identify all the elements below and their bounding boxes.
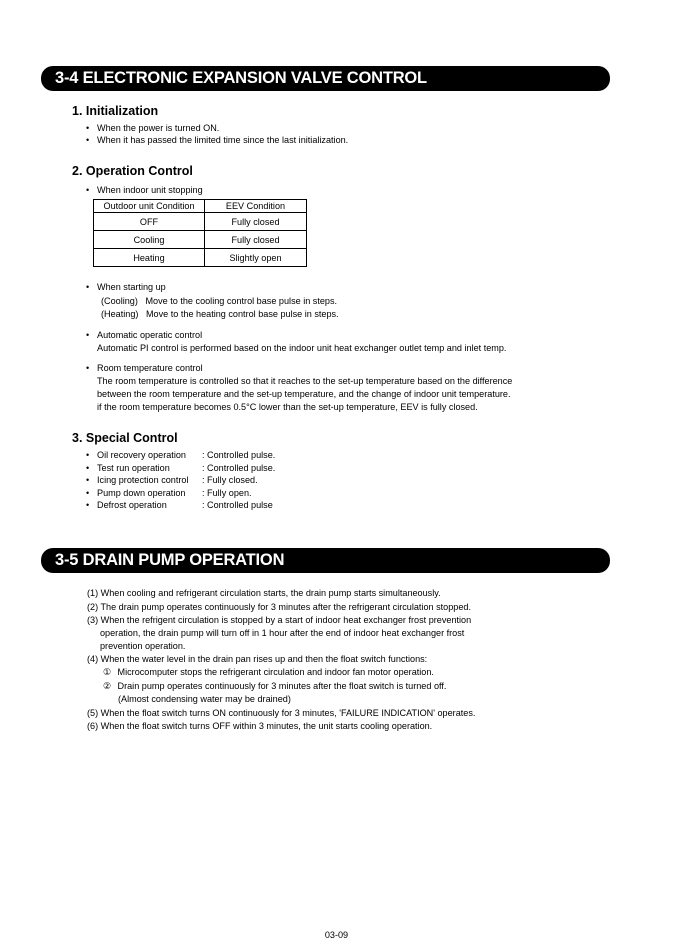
- drain-line-4-2b: (Almost condensing water may be drained): [118, 694, 291, 704]
- initialization-heading: 1. Initialization: [72, 104, 159, 118]
- table-cell: OFF: [94, 213, 205, 231]
- special-item-name: Defrost operation: [97, 500, 167, 510]
- drain-line-4-2-text: Drain pump operates continuously for 3 minutes after the float switch is turned off.: [117, 681, 447, 691]
- room-temp-line-2: between the room temperature and the set-up temperature, and the change of indoor unit temperature.: [97, 389, 511, 399]
- special-item-test-run: [97, 462, 276, 474]
- section-3-5-title: 3-5 DRAIN PUMP OPERATION: [55, 551, 285, 569]
- section-3-5-banner: [41, 548, 610, 573]
- special-item-value: : Fully closed.: [202, 475, 258, 485]
- section-3-4-banner: [41, 66, 610, 91]
- table-header-row: [94, 200, 307, 213]
- starting-label: • When starting up: [97, 281, 166, 293]
- circled-one-marker: ①: [103, 667, 112, 677]
- table-cell: Slightly open: [205, 249, 307, 267]
- special-item-value: : Controlled pulse.: [202, 450, 276, 460]
- stopping-label: • When indoor unit stopping: [97, 184, 203, 196]
- circled-two-marker: ②: [103, 681, 112, 691]
- special-item-value: : Controlled pulse: [202, 500, 273, 510]
- room-temp-line-1: The room temperature is controlled so that it reaches to the set-up temperature based on the difference: [97, 376, 513, 386]
- drain-line-4-1-text: Microcomputer stops the refrigerant circulation and indoor fan motor operation.: [117, 667, 434, 677]
- starting-heating-line: (Heating) Move to the heating control base pulse in steps.: [101, 309, 339, 319]
- section-3-4-title: 3-4 ELECTRONIC EXPANSION VALVE CONTROL: [55, 69, 427, 87]
- drain-line-2: (2) The drain pump operates continuously for 3 minutes after the refrigerant circulation stopped.: [87, 602, 471, 612]
- special-item-name: Icing protection control: [97, 475, 189, 485]
- drain-line-6: (6) When the float switch turns OFF within 3 minutes, the unit starts cooling operation.: [87, 721, 433, 731]
- special-item-value: : Controlled pulse.: [202, 463, 276, 473]
- drain-line-4: (4) When the water level in the drain pan rises up and then the float switch functions:: [87, 654, 428, 664]
- special-item-oil: [97, 449, 276, 461]
- table-cell: Cooling: [94, 231, 205, 249]
- special-item-name: Pump down operation: [97, 488, 186, 498]
- drain-line-4-2: [103, 680, 446, 692]
- operation-control-heading: 2. Operation Control: [72, 164, 193, 178]
- page-number: 03-09: [324, 930, 349, 940]
- drain-line-1: (1) When cooling and refrigerant circulation starts, the drain pump starts simultaneously.: [87, 588, 441, 598]
- drain-line-3c: prevention operation.: [100, 641, 186, 651]
- table-cell: Fully closed: [205, 213, 307, 231]
- starting-cooling-line: (Cooling) Move to the cooling control base pulse in steps.: [101, 296, 338, 306]
- room-temp-label: • Room temperature control: [97, 362, 203, 374]
- special-control-heading: 3. Special Control: [72, 431, 178, 445]
- table-header-eev: EEV Condition: [205, 200, 307, 213]
- table-cell: Fully closed: [205, 231, 307, 249]
- table-cell: Heating: [94, 249, 205, 267]
- table-row: [94, 249, 307, 267]
- drain-line-4-1: [103, 666, 434, 678]
- init-item-2: • When it has passed the limited time since the last initialization.: [97, 134, 348, 146]
- special-item-value: : Fully open.: [202, 488, 252, 498]
- special-item-name: Oil recovery operation: [97, 450, 186, 460]
- special-item-name: Test run operation: [97, 463, 170, 473]
- drain-line-3b: operation, the drain pump will turn off in 1 hour after the end of indoor heat exchanger frost: [100, 628, 465, 638]
- special-item-defrost: [97, 499, 273, 511]
- drain-line-5: (5) When the float switch turns ON continuously for 3 minutes, 'FAILURE INDICATION' operates.: [87, 708, 476, 718]
- table-row: [94, 213, 307, 231]
- room-temp-line-3: if the room temperature becomes 0.5°C lower than the set-up temperature, EEV is fully closed.: [97, 402, 478, 412]
- special-item-icing: [97, 474, 258, 486]
- auto-control-label: • Automatic operatic control: [97, 329, 202, 341]
- table-row: [94, 231, 307, 249]
- init-item-1: • When the power is turned ON.: [97, 122, 219, 134]
- drain-line-3: (3) When the refrigent circulation is stopped by a start of indoor heat exchanger frost prevention: [87, 615, 472, 625]
- special-item-pump-down: [97, 487, 252, 499]
- eev-condition-table: [93, 199, 307, 267]
- auto-control-text: Automatic PI control is performed based on the indoor unit heat exchanger outlet temp and inlet temp.: [97, 343, 507, 353]
- table-header-outdoor: Outdoor unit Condition: [94, 200, 205, 213]
